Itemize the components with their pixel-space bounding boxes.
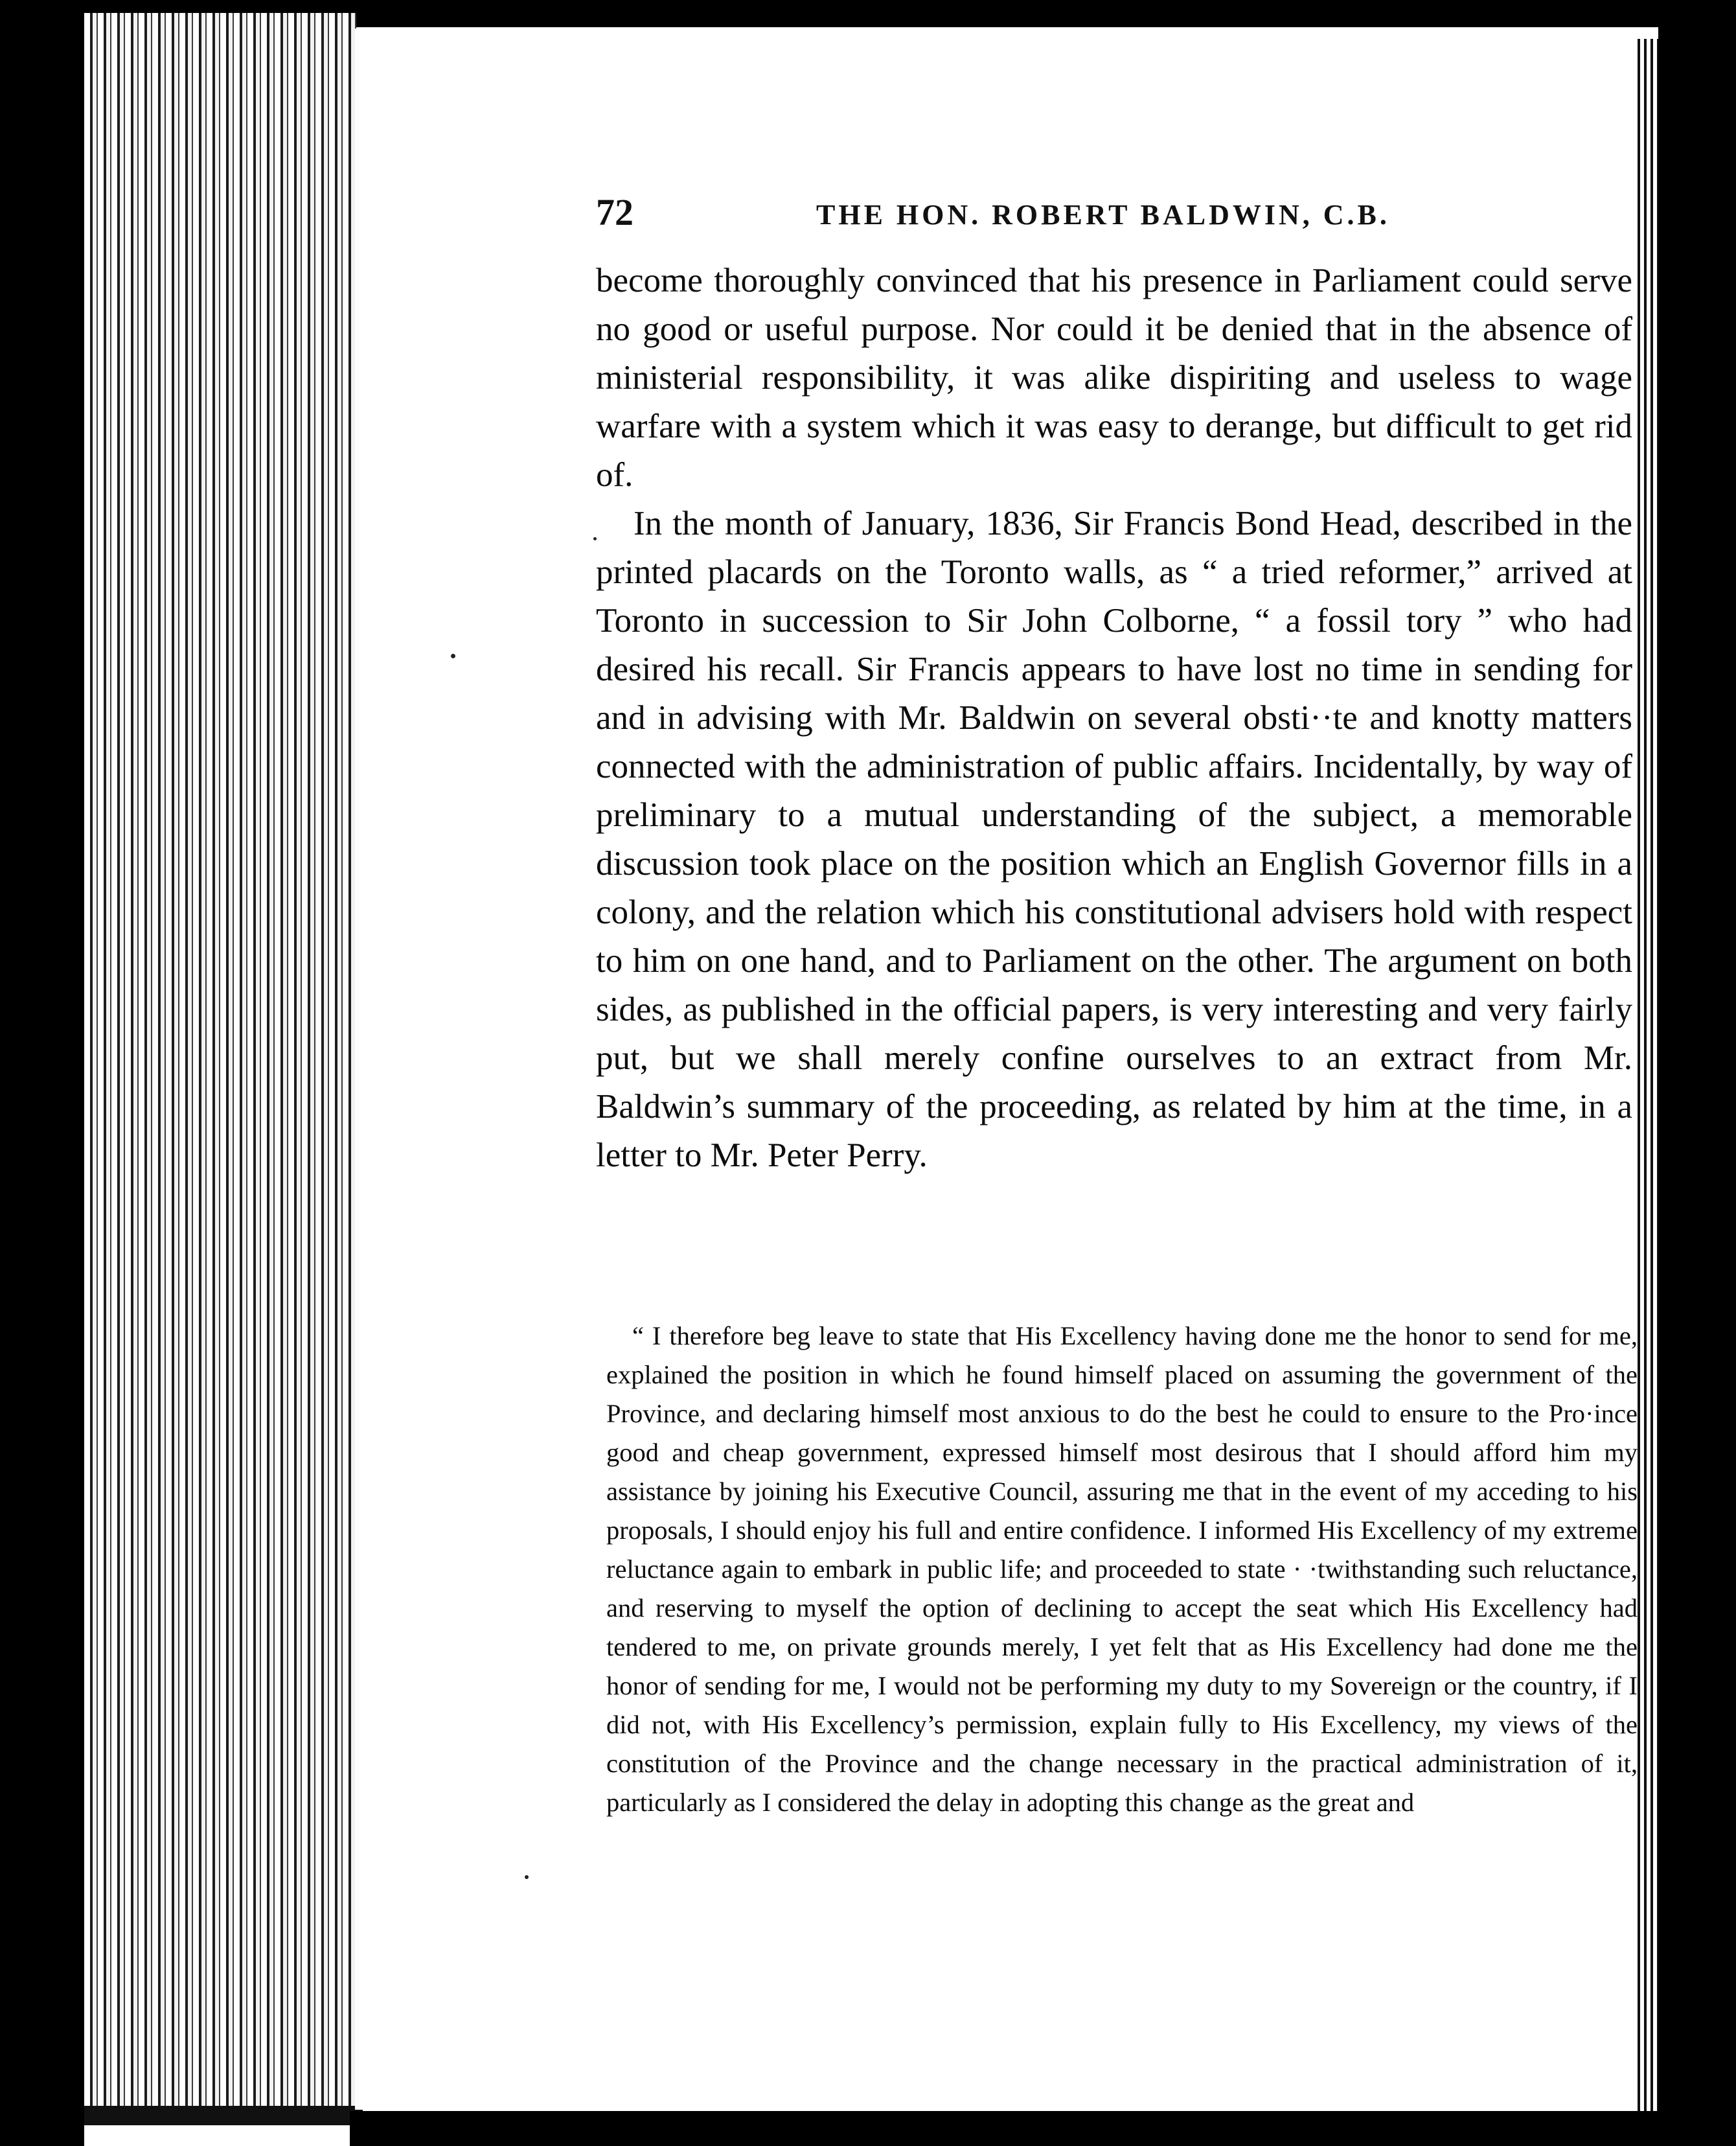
scan-speck bbox=[451, 654, 455, 658]
book-gutter-edge bbox=[1634, 39, 1660, 2138]
page-header bbox=[596, 190, 1639, 242]
scan-right-border bbox=[1658, 26, 1736, 2146]
block-quote: “ I therefore beg leave to state that His Excellency having done me the honor to send for me, explained the position in which he found himself placed on assuming the government of the Province, and declaring himself most anxious to do the best he could to ensure to the Pro·ince good and cheap government, expressed himself most desirous that I should afford him my assistance by joining his Executive Council, assuring me that in the event of my acceding to his proposals, I should enjoy his full and entire confidence. I informed His Excellency of my extreme reluctance again to embark in public life; and proceeded to state · ·twithstanding such reluctance, and reserving to myself the option of declining to accept the seat which His Excellency had tendered to me, on private grounds merely, I yet felt that as His Excellency had done me the honor of sending for me, I would not be performing my duty to my Sovereign or the country, if I did not, with His Excellency’s permission, explain fully to His Excellency, my views of the constitution of the Province and the change necessary in the practical administration of it, particularly as I considered the delay in adopting this change as the great and bbox=[606, 1321, 1638, 1817]
paragraph-1: become thoroughly convinced that his presence in Parliament could serve no good or useful purpose. Nor could it be denied that in the absence of ministerial responsibility, it was alike dispiriting and useless to wage warfare with a system which it was easy to derange, but difficult to get rid of. bbox=[596, 262, 1632, 494]
page-number: 72 bbox=[596, 191, 634, 233]
paragraph-2: In the month of January, 1836, Sir Francis Bond Head, described in the printed placards on the Toronto walls, as “ a tried reformer,” arrived at Toronto in succession to Sir John Colborne, “ a fossil tory ” who had desired his recall. Sir Francis appears to have lost no time in sending for and in advising with Mr. Baldwin on several obsti··te and knotty matters connected with the administration of public affairs. Incidentally, by way of preliminary to a mutual understanding of the subject, a memorable discussion took place on the position which an English Governor fills in a colony, and the relation which his constitutional advisers hold with respect to him on one hand, and to Parliament on the other. The argument on both sides, as published in the official papers, is very interesting and very fairly put, but we shall merely confine ourselves to an extract from Mr. Baldwin’s summary of the proceeding, as related by him at the time, in a letter to Mr. Peter Perry. bbox=[596, 505, 1632, 1174]
book-page-edges bbox=[84, 13, 356, 2106]
scan-bottom-border bbox=[350, 2111, 1736, 2146]
running-title: THE HON. ROBERT BALDWIN, C.B. bbox=[816, 199, 1390, 231]
book-page bbox=[355, 29, 1636, 2110]
book-page-edges-bottom bbox=[84, 2106, 363, 2125]
body-text bbox=[596, 257, 1632, 1180]
scan-speck bbox=[525, 1875, 529, 1879]
scan-left-border bbox=[0, 0, 84, 2146]
scan-speck bbox=[593, 537, 597, 540]
